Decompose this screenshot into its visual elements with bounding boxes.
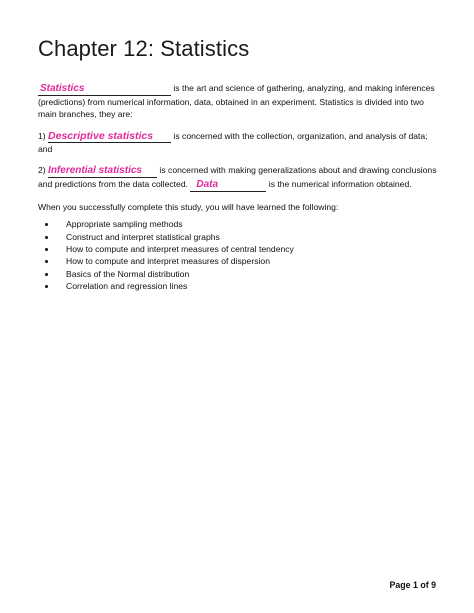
handwritten-answer-data: Data — [190, 179, 266, 192]
branch-2-text-after: is the numerical information obtained. — [266, 178, 412, 189]
definition-paragraph — [38, 82, 438, 121]
list-item: • Construct and interpret statistical graphs — [57, 231, 438, 243]
handwritten-answer-statistics: Statistics — [38, 83, 171, 96]
branch-1-number: 1) — [38, 130, 46, 141]
list-item: • How to compute and interpret measures of dispersion — [57, 255, 438, 267]
branch-1-text: is concerned with the collection, organization, and analysis of data; and — [38, 130, 428, 154]
page-number: Page 1 of 9 — [389, 580, 436, 590]
intro-text: When you successfully complete this study, you will have learned the following: — [38, 201, 339, 212]
list-item: • Appropriate sampling methods — [57, 218, 438, 230]
chapter-title: Chapter 12: Statistics — [38, 36, 250, 61]
branch-2-number: 2) — [38, 164, 46, 175]
topics-list — [38, 218, 438, 292]
branch-2-paragraph — [38, 164, 438, 192]
list-item: • How to compute and interpret measures of central tendency — [57, 243, 438, 255]
definition-text: is the art and science of gathering, analyzing, and making inferences (predictions) from numerical information, data, obtained in an experiment. Statistics is divided into two main branches, they are: — [38, 83, 435, 120]
branch-1-paragraph — [38, 130, 438, 155]
list-item: • Correlation and regression lines — [57, 280, 438, 292]
handwritten-answer-descriptive: Descriptive statistics — [48, 130, 171, 143]
handwritten-answer-inferential: Inferential statistics — [48, 165, 157, 178]
document-body — [38, 82, 438, 293]
list-item: • Basics of the Normal distribution — [57, 268, 438, 280]
branch-2-text: is concerned with making generalizations about and drawing conclusions and predictions from the data collected. — [38, 164, 437, 189]
